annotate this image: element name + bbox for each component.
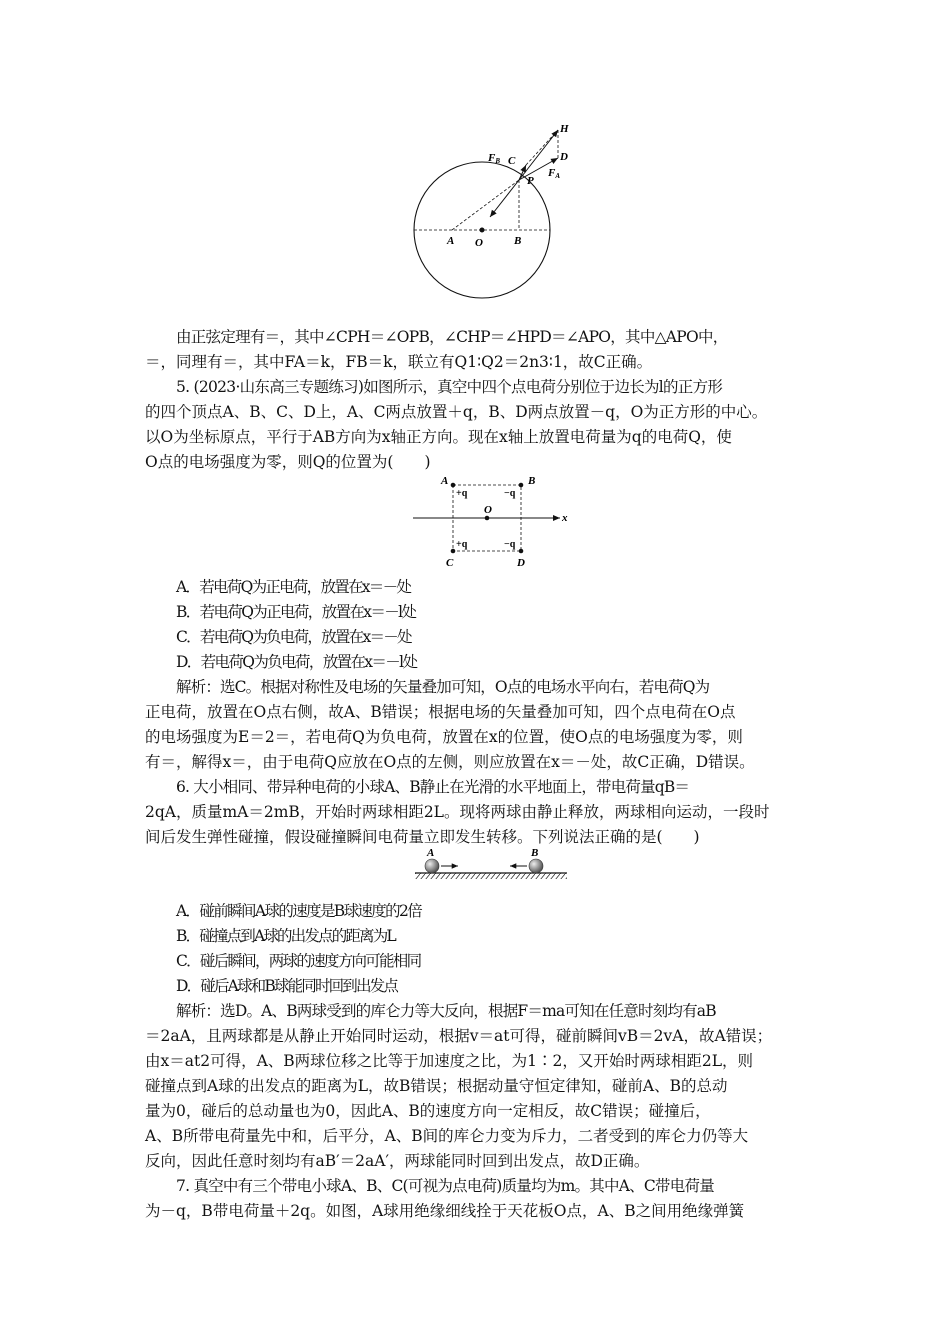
analysis-5: 解析：选C。根据对称性及电场的矢量叠加可知，O点的电场水平向右，若电荷Q为 [176,678,710,696]
line-CH [526,130,558,165]
text-line: 2qA，质量mA＝2mB，开始时两球相距2L。现将两球由静止释放，两球相向运动，一段时 [145,803,770,821]
label-B: B [531,847,539,859]
text-line: 有＝，解得x＝，由于电荷Q应放在O点的左侧，则应放置在x＝－处，故C正确，D错误。 [145,753,755,771]
option-D: D．若电荷Q为负电荷，放置在x＝－l处 [176,653,417,671]
charge-label-A: +q [456,488,468,499]
line-AP [452,180,519,230]
label-H: H [560,123,569,135]
text-line: 碰撞点到A球的出发点的距离为L，故B错误；根据动量守恒定律知，碰前A、B的总动 [145,1077,728,1095]
label-C: C [446,557,454,569]
charge-A [451,483,456,488]
question-7: 7. 真空中有三个带电小球A、B、C(可视为点电荷)质量均为m。其中A、C带电荷量 [176,1177,715,1195]
label-P: P [527,175,534,187]
circle-force-diagram [400,118,600,303]
label-D: D [560,151,568,163]
text-line: 以O为坐标原点，平行于AB方向为x轴正方向。现在x轴上放置电荷量为q的电荷Q，使 [145,428,732,446]
question-6: 6. 大小相同、带异种电荷的小球A、B静止在光滑的水平地面上，带电荷量qB＝ [176,778,690,796]
option-B: B．若电荷Q为正电荷，放置在x＝－l处 [176,603,416,621]
text-line: ＝2aA，且两球都是从静止开始同时运动，根据v＝at可得，碰前瞬间vB＝2vA，故A错误； [145,1027,773,1045]
text-line: 量为0，碰后的总动量也为0，因此A、B的速度方向一定相反，故C错误；碰撞后， [145,1102,711,1120]
label-A: A [447,235,455,247]
label-x: x [562,512,568,524]
text-line: O点的电场强度为零，则Q的位置为( ) [145,453,431,471]
point-O [485,516,490,521]
option-A: A．碰前瞬间A球的速度是B球速度的2倍 [176,902,422,920]
text-line: 由x＝at2可得，A、B两球位移之比等于加速度之比，为1∶2，又开始时两球相距2L，则 [145,1052,754,1070]
label-FA: FA [548,167,561,180]
text-line: 的电场强度为E＝2＝，若电荷Q为负电荷，放置在x的位置，使O点的电场强度为零，则 [145,728,743,746]
charge-C [451,549,456,554]
text-line: 的四个顶点A、B、C、D上，A、C两点放置＋q，B、D两点放置－q，O为正方形的中心。 [145,403,768,421]
text-line: 正电荷，放置在O点右侧，故A、B错误；根据电场的矢量叠加可知，四个点电荷在O点 [145,703,736,721]
charge-label-B: −q [504,488,516,499]
label-FB: FB [488,152,501,165]
charge-D [519,549,524,554]
label-A: A [441,475,449,487]
option-A: A．若电荷Q为正电荷，放置在x＝－处 [176,578,411,596]
question-5: 5. (2023·山东高三专题练习)如图所示，真空中四个点电荷分别位于边长为l的正方形 [176,378,723,396]
ball-B [529,859,543,873]
text-line: 为－q，B带电荷量＋2q。如图，A球用绝缘细线拴于天花板O点，A、B之间用绝缘弹簧 [145,1202,745,1220]
text-line: 反向，因此任意时刻均有aB′＝2aA′，两球能同时回到出发点，故D正确。 [145,1152,650,1170]
analysis-6: 解析：选D。A、B两球受到的库仑力等大反向，根据F＝ma可知在任意时刻均有aB [176,1002,716,1020]
option-D: D．碰后A球和B球能同时回到出发点 [176,977,398,995]
label-D: D [517,557,525,569]
ball-A [425,859,439,873]
text-line: ＝，同理有＝，其中FA＝k，FB＝k，联立有Q1∶Q2＝2n3∶1，故C正确。 [145,353,653,371]
text-line: 由正弦定理有＝，其中∠CPH＝∠OPB，∠CHP＝∠HPD＝∠APO，其中△APO中， [176,328,728,346]
label-C: C [508,155,516,167]
label-O: O [484,504,492,516]
label-A: A [427,847,435,859]
charge-label-D: −q [504,539,516,550]
option-B: B．碰撞点到A球的出发点的距离为L [176,927,395,945]
label-B: B [528,475,536,487]
charge-B [519,483,524,488]
text-line: A、B所带电荷量先中和，后平分，A、B间的库仑力变为斥力，二者受到的库仑力仍等大 [145,1127,749,1145]
point-O [480,228,485,233]
charge-label-C: +q [456,539,468,550]
square-charges-diagram [410,474,580,570]
ground-hatch [415,873,567,879]
label-O: O [475,237,483,249]
option-C: C．若电荷Q为负电荷，放置在x＝－处 [176,628,411,646]
text-line: 间后发生弹性碰撞，假设碰撞瞬间电荷量立即发生转移。下列说法正确的是( ) [145,828,700,846]
two-balls-diagram [410,844,575,884]
option-C: C．碰后瞬间，两球的速度方向可能相同 [176,952,421,970]
label-B: B [514,235,522,247]
